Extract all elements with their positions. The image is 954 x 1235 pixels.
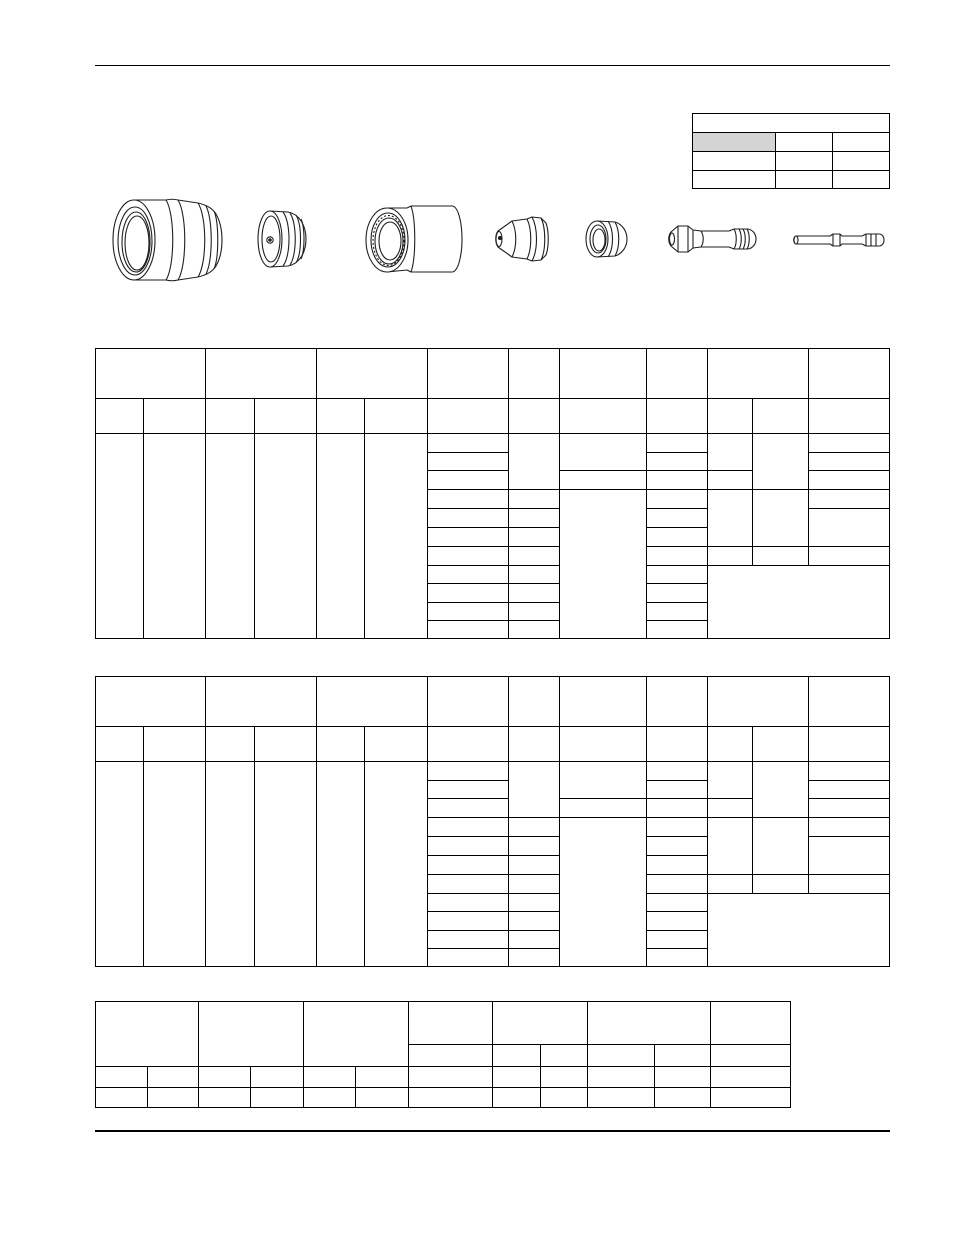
table-cell	[646, 508, 708, 528]
column-header	[316, 348, 428, 399]
table-cell	[808, 780, 890, 799]
column-subheader	[752, 726, 809, 762]
table-cell	[707, 433, 753, 471]
column-header	[707, 348, 809, 399]
shield-icon	[113, 199, 222, 281]
table-cell	[143, 761, 206, 967]
table-cell	[355, 1066, 409, 1088]
table-cell	[427, 817, 509, 837]
column-header	[198, 1001, 304, 1067]
column-subheader	[205, 726, 255, 762]
table-cell	[808, 874, 890, 894]
table-cell	[646, 470, 708, 490]
column-header	[95, 676, 206, 727]
table-cell	[508, 620, 560, 639]
table-cell	[95, 1087, 148, 1108]
parts-table-2	[95, 676, 890, 967]
table-cell	[427, 930, 509, 949]
table-cell	[707, 893, 890, 967]
column-subheader	[427, 398, 509, 434]
column-subheader	[316, 726, 365, 762]
column-subheader	[408, 1044, 493, 1067]
table-cell	[654, 1066, 711, 1088]
table-cell	[646, 583, 708, 603]
column-subheader	[808, 398, 890, 434]
column-subheader	[710, 1044, 791, 1067]
table-cell	[559, 798, 647, 818]
column-header	[316, 676, 428, 727]
table-cell	[775, 151, 833, 171]
column-subheader	[540, 1044, 588, 1067]
table-cell	[646, 780, 708, 799]
table-cell	[646, 452, 708, 471]
table-cell	[832, 170, 890, 189]
table-cell	[646, 489, 708, 509]
table-cell	[752, 489, 809, 547]
shield-cap-icon	[258, 211, 306, 267]
table-cell	[752, 761, 809, 818]
table-cell	[303, 1087, 356, 1108]
table-cell	[508, 836, 560, 856]
table-cell	[707, 874, 753, 894]
table-cell	[692, 151, 776, 171]
table-cell	[303, 1066, 356, 1088]
table-cell	[508, 893, 560, 912]
table-cell	[508, 602, 560, 621]
column-header	[692, 113, 890, 133]
retaining-cap-icon	[366, 206, 462, 272]
column-header	[646, 348, 708, 399]
table-cell	[427, 855, 509, 875]
table-cell	[808, 489, 890, 509]
table-cell	[646, 546, 708, 566]
table-cell	[646, 620, 708, 639]
column-header	[646, 676, 708, 727]
table-cell	[832, 151, 890, 171]
table-cell	[147, 1087, 199, 1108]
table-cell	[646, 433, 708, 453]
table-cell	[540, 1066, 588, 1088]
footer-rule	[95, 1130, 890, 1132]
settings-table	[95, 1001, 791, 1108]
table-cell	[808, 508, 890, 547]
table-cell	[707, 798, 753, 818]
table-cell	[559, 470, 647, 490]
table-cell	[508, 583, 560, 603]
table-cell	[646, 798, 708, 818]
table-cell	[427, 527, 509, 547]
water-tube-icon	[794, 234, 884, 246]
table-cell	[646, 874, 708, 894]
table-cell	[707, 489, 753, 547]
table-cell	[710, 1087, 791, 1108]
column-subheader	[775, 132, 833, 152]
column-subheader	[559, 726, 647, 762]
column-subheader	[364, 398, 428, 434]
table-cell	[559, 489, 647, 639]
table-cell	[508, 546, 560, 566]
table-cell	[707, 470, 753, 490]
table-cell	[646, 817, 708, 837]
table-cell	[508, 874, 560, 894]
table-cell	[427, 874, 509, 894]
table-cell	[775, 170, 833, 189]
table-cell	[427, 780, 509, 799]
column-subheader	[559, 398, 647, 434]
table-cell	[254, 761, 317, 967]
table-cell	[808, 817, 890, 837]
table-cell	[427, 911, 509, 931]
column-subheader	[707, 398, 753, 434]
table-cell	[408, 1066, 493, 1088]
table-cell	[808, 798, 890, 818]
table-cell	[427, 452, 509, 471]
table-cell	[95, 433, 144, 639]
table-cell	[808, 546, 890, 566]
column-header	[492, 1001, 588, 1045]
table-cell	[427, 470, 509, 490]
column-header	[587, 1001, 711, 1045]
table-cell	[427, 836, 509, 856]
column-header	[95, 1001, 199, 1067]
column-header	[710, 1001, 791, 1045]
table-cell	[198, 1066, 251, 1088]
table-cell	[95, 1066, 148, 1088]
column-subheader	[832, 132, 890, 152]
column-subheader	[508, 398, 560, 434]
column-header	[408, 1001, 493, 1045]
table-cell	[707, 546, 753, 566]
table-cell	[427, 798, 509, 818]
column-subheader	[508, 726, 560, 762]
table-cell	[427, 948, 509, 967]
column-subheader	[646, 398, 708, 434]
table-cell	[646, 893, 708, 912]
column-subheader	[707, 726, 753, 762]
table-cell	[559, 817, 647, 967]
table-cell	[808, 761, 890, 781]
column-subheader	[254, 398, 317, 434]
table-cell	[646, 911, 708, 931]
table-cell	[355, 1087, 409, 1108]
column-header	[559, 348, 647, 399]
table-cell	[408, 1087, 493, 1108]
table-cell	[646, 948, 708, 967]
column-subheader	[646, 726, 708, 762]
nozzle-icon	[496, 217, 549, 261]
column-subheader	[205, 398, 255, 434]
column-subheader	[95, 398, 144, 434]
table-cell	[250, 1066, 304, 1088]
column-header	[427, 348, 509, 399]
column-subheader	[587, 1044, 655, 1067]
table-cell	[364, 433, 428, 639]
table-cell	[427, 508, 509, 528]
table-cell	[427, 546, 509, 566]
column-header	[559, 676, 647, 727]
column-subheader	[692, 132, 776, 152]
column-subheader	[808, 726, 890, 762]
table-cell	[508, 565, 560, 584]
table-cell	[205, 761, 255, 967]
table-cell	[559, 433, 647, 471]
column-subheader	[95, 726, 144, 762]
column-header	[808, 676, 890, 727]
table-cell	[808, 433, 890, 453]
table-cell	[364, 761, 428, 967]
table-cell	[646, 565, 708, 584]
column-header	[205, 348, 317, 399]
table-cell	[692, 170, 776, 189]
table-cell	[492, 1066, 541, 1088]
column-subheader	[143, 726, 206, 762]
column-subheader	[752, 398, 809, 434]
table-cell	[95, 761, 144, 967]
table-cell	[427, 433, 509, 453]
table-cell	[508, 911, 560, 931]
table-cell	[508, 527, 560, 547]
table-cell	[710, 1066, 791, 1088]
column-subheader	[492, 1044, 541, 1067]
table-cell	[707, 817, 753, 875]
header-rule	[95, 65, 890, 66]
parts-table-1	[95, 348, 890, 639]
table-cell	[508, 433, 560, 490]
column-subheader	[254, 726, 317, 762]
table-cell	[427, 761, 509, 781]
column-header	[205, 676, 317, 727]
table-cell	[752, 433, 809, 490]
table-cell	[427, 583, 509, 603]
column-subheader	[654, 1044, 711, 1067]
consumable-parts-illustration	[0, 190, 954, 290]
table-cell	[508, 761, 560, 818]
table-cell	[654, 1087, 711, 1108]
table-cell	[508, 855, 560, 875]
table-cell	[508, 817, 560, 837]
table-cell	[316, 433, 365, 639]
table-cell	[492, 1087, 541, 1108]
column-header	[508, 676, 560, 727]
column-header	[707, 676, 809, 727]
column-header	[808, 348, 890, 399]
table-cell	[147, 1066, 199, 1088]
column-subheader	[316, 398, 365, 434]
table-cell	[707, 761, 753, 799]
column-subheader	[427, 726, 509, 762]
table-cell	[427, 620, 509, 639]
table-cell	[808, 452, 890, 471]
table-cell	[254, 433, 317, 639]
table-cell	[646, 930, 708, 949]
column-header	[95, 348, 206, 399]
table-cell	[205, 433, 255, 639]
table-cell	[427, 893, 509, 912]
reference-table-small	[692, 113, 890, 189]
table-cell	[752, 817, 809, 875]
table-cell	[587, 1087, 655, 1108]
table-cell	[646, 836, 708, 856]
swirl-ring-icon	[586, 221, 627, 257]
table-cell	[508, 489, 560, 509]
column-header	[508, 348, 560, 399]
table-cell	[707, 565, 890, 639]
table-cell	[143, 433, 206, 639]
table-cell	[427, 602, 509, 621]
table-cell	[646, 855, 708, 875]
table-cell	[559, 761, 647, 799]
table-cell	[427, 489, 509, 509]
table-cell	[587, 1066, 655, 1088]
table-cell	[250, 1087, 304, 1108]
electrode-icon	[669, 226, 756, 252]
table-cell	[808, 836, 890, 875]
table-cell	[752, 874, 809, 894]
table-cell	[508, 948, 560, 967]
table-cell	[752, 546, 809, 566]
table-cell	[316, 761, 365, 967]
table-cell	[427, 565, 509, 584]
table-cell	[646, 527, 708, 547]
table-cell	[646, 761, 708, 781]
table-cell	[540, 1087, 588, 1108]
column-subheader	[364, 726, 428, 762]
column-header	[427, 676, 509, 727]
column-subheader	[143, 398, 206, 434]
table-cell	[646, 602, 708, 621]
column-header	[303, 1001, 409, 1067]
table-cell	[508, 508, 560, 528]
table-cell	[808, 470, 890, 490]
table-cell	[508, 930, 560, 949]
table-cell	[198, 1087, 251, 1108]
